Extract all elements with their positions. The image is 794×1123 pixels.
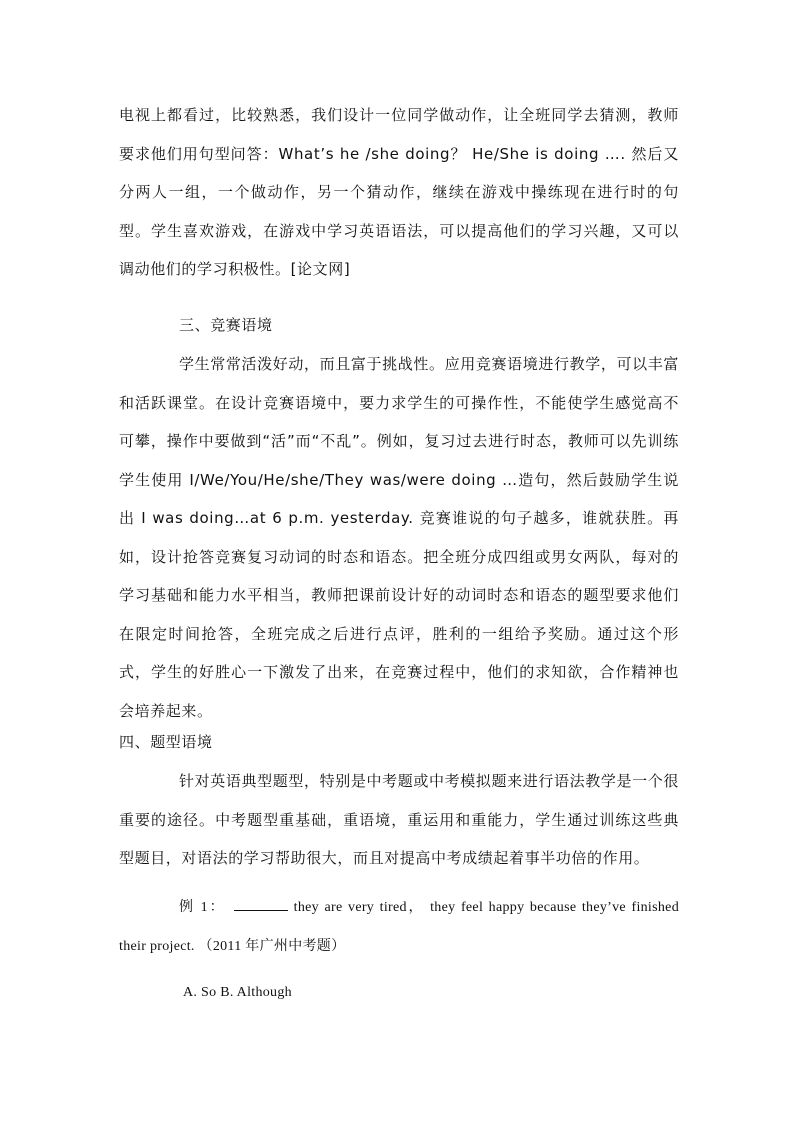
answer-blank <box>234 896 288 911</box>
answer-options: A. So B. Although <box>183 985 292 1000</box>
paragraph-competition-context: 学生常常活泼好动，而且富于挑战性。应用竞赛语境进行教学，可以丰富和活跃课堂。在设计竞赛语境中，要力求学生的可操作性，不能使学生感觉高不可攀，操作中要做到“活”而“不乱”。例如，复习过去进行时态，教师可以先训练学生使用 I/We/You/He/she/They was/were doing …造句，然后鼓励学生说出 I was doing…at 6 p.m. yesterday. 竞赛谁说的句子越多，谁就获胜。再如，设计抢答竞赛复习动词的时态和语态。把全班分成四组或男女两队，每对的学习基础和能力水平相当，教师把课前设计好的动词时态和语态的题型要求他们在限定时间抢答，全班完成之后进行点评，胜利的一组给予奖励。通过这个形式，学生的好胜心一下激发了出来，在竞赛过程中，他们的求知欲，合作精神也会培养起来。 <box>119 355 679 720</box>
example-question <box>119 889 679 966</box>
section-heading-competition: 三、竞赛语境 <box>179 316 273 334</box>
paragraph-question-types: 针对英语典型题型，特别是中考题或中考模拟题来进行语法教学是一个很重要的途径。中考题型重基础，重语境，重运用和重能力，学生通过训练这些典型题目，对语法的学习帮助很大，而且对提高中考成绩起着事半功倍的作用。 <box>119 772 679 867</box>
example-text: they are very tired， they feel happy because they’ve finished their project. （2011 年广州中考题） <box>119 900 679 954</box>
section-heading-question-types: 四、题型语境 <box>119 733 213 751</box>
paragraph-game-context: 电视上都看过，比较熟悉，我们设计一位同学做动作，让全班同学去猜测，教师要求他们用句型问答：What’s he /she doing？ He/She is doing …. 然后又分两人一组，一个做动作，另一个猜动作，继续在游戏中操练现在进行时的句型。学生喜欢游戏，在游戏中学习英语语法，可以提高他们的学习兴趣，又可以调动他们的学习积极性。[论文网] <box>119 106 679 278</box>
example-label: 例 1： <box>179 900 226 915</box>
